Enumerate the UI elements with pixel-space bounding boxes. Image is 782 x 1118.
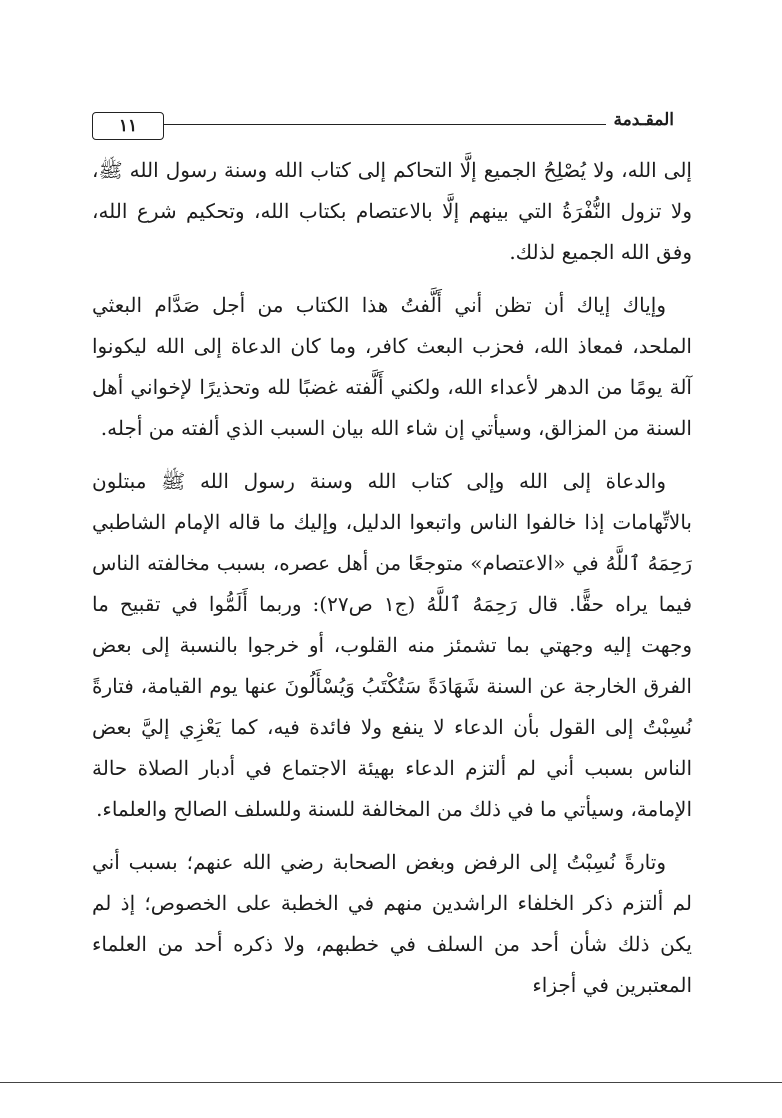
header-rule <box>92 124 674 125</box>
bottom-rule <box>0 1082 782 1083</box>
body-text <box>92 150 692 1018</box>
paragraph: وإياك إياك أن تظن أني أَلَّفتُ هذا الكتاب من أجل صَدَّام البعثي الملحد، فمعاذ الله، فحزب البعث كافر، وما كان الدعاة إلى الله ليكونوا آلة يومًا من الدهر لأعداء الله، ولكني أَلَّفته غضبًا لله وتحذيرًا لإخواني أهل السنة من المزالق، وسيأتي إن شاء الله بيان السبب الذي ألفته من أجله. <box>92 293 692 440</box>
running-header <box>92 112 674 144</box>
running-title: المقـدمة <box>606 110 674 130</box>
paragraph: والدعاة إلى الله وإلى كتاب الله وسنة رسول الله ﷺ مبتلون بالاتِّهامات إذا خالفوا الناس واتبعوا الدليل، وإليك ما قاله الإمام الشاطبي رَحِمَهُ ٱللَّهُ في «الاعتصام» متوجعًا من أهل عصره، بسبب مخالفته الناس فيما يراه حقًّا. قال رَحِمَهُ ٱللَّهُ (ج١ ص٢٧): وربما أَلَمُّوا في تقبيح ما وجهت إليه وجهتي بما تشمئز منه القلوب، أو خرجوا بالنسبة إلى بعض الفرق الخارجة عن السنة شَهَادَةً سَتُكْتَبُ وَيُسْأَلُونَ عنها يوم القيامة، فتارةً نُسِبْتُ إلى القول بأن الدعاء لا ينفع ولا فائدة فيه، كما يَعْزِي إليَّ بعض الناس بسبب أني لم ألتزم الدعاء بهيئة الاجتماع في أدبار الصلاة حالة الإمامة، وسيأتي ما في ذلك من المخالفة للسنة وللسلف الصالح والعلماء. <box>92 469 693 821</box>
paragraph: وتارةً نُسِبْتُ إلى الرفض وبغض الصحابة رضي الله عنهم؛ بسبب أني لم ألتزم ذكر الخلفاء الراشدين منهم في الخطبة على الخصوص؛ إذ لم يكن ذلك شأن أحد من السلف في خطبهم، ولا ذكره أحد من العلماء المعتبرين في أجزاء <box>92 850 692 997</box>
paragraph: إلى الله، ولا يُصْلِحُ الجميع إلَّا التحاكم إلى كتاب الله وسنة رسول الله ﷺ، ولا تزول النُّفْرَةُ التي بينهم إلَّا بالاعتصام بكتاب الله، وتحكيم شرع الله، وفق الله الجميع لذلك. <box>92 158 692 264</box>
page-number: ١١ <box>92 112 164 140</box>
